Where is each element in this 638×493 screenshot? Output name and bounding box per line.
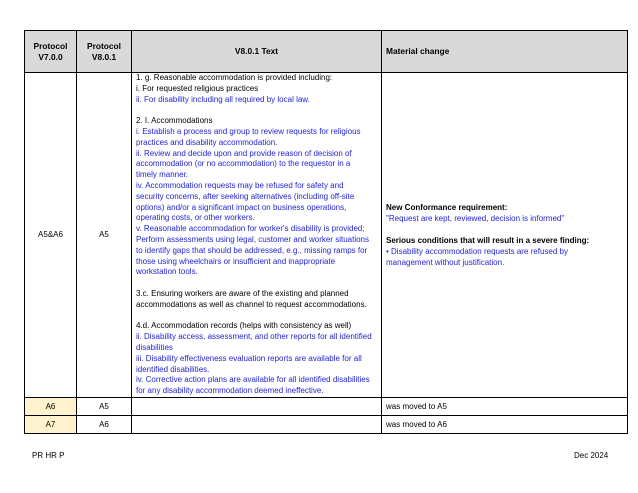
text-line: management without justification. xyxy=(386,257,505,267)
header-protocol-v700-line1: Protocol xyxy=(33,41,68,51)
text-line: "Request are kept, reviewed, decision is informed" xyxy=(386,214,565,224)
cell-v801-text xyxy=(132,397,382,415)
table-row xyxy=(25,73,628,398)
text-line: 4.d. Accommodation records (helps with consistency as well) xyxy=(136,321,352,331)
text-line: Serious conditions that will result in a severe finding: xyxy=(386,235,590,245)
text-line: iv. Corrective action plans are available for all identified disabilities xyxy=(136,375,370,385)
text-line: timely manner. xyxy=(136,170,189,180)
table-header-row xyxy=(25,31,628,73)
text-line: New Conformance requirement: xyxy=(386,203,508,213)
table-row xyxy=(25,397,628,415)
text-line: accommodations as well as channel to request accommodations. xyxy=(136,299,367,309)
text-line: operating costs, or other workers. xyxy=(136,213,255,223)
text-line: those using wheelchairs or insufficient and inappropriate xyxy=(136,256,336,266)
text-line: v. Reasonable accommodation for worker's disability is provided; xyxy=(136,224,365,234)
header-protocol-v700 xyxy=(25,31,77,73)
text-line: security concerns, after seeking alternatives (including off-site xyxy=(136,191,355,201)
header-protocol-v801 xyxy=(77,31,132,73)
text-line: Perform assessments using legal, customer and worker situations xyxy=(136,234,369,244)
text-line: ii. Review and decide upon and provide reason of decision of xyxy=(136,148,352,158)
text-line: • Disability accommodation requests are refused by xyxy=(386,246,568,256)
line-gap xyxy=(386,224,623,235)
cell-v801-text xyxy=(132,415,382,433)
header-protocol-v700-line2: V7.0.0 xyxy=(38,51,63,62)
cell-v801-text xyxy=(132,73,382,398)
cell-v801: A5 xyxy=(77,397,132,415)
cell-v801: A6 xyxy=(77,415,132,433)
protocol-comparison-table xyxy=(24,30,628,434)
text-line: options) and/or a significant impact on business operations, xyxy=(136,202,347,212)
text-line: 1. g. Reasonable accommodation is provided including: xyxy=(136,73,333,82)
text-line: accommodation (or no accommodation) to the requestor in a xyxy=(136,159,351,169)
text-line: iv. Accommodation requests may be refused for safety and xyxy=(136,180,344,190)
text-line: 3.c. Ensuring workers are aware of the existing and planned xyxy=(136,288,349,298)
text-line: i. Establish a process and group to review requests for religious xyxy=(136,126,361,136)
text-line: practices and disability accommodation. xyxy=(136,137,278,147)
footer-left: PR HR P xyxy=(32,451,65,460)
text-line: i. For requested religious practices xyxy=(136,83,259,93)
text-line: ii. Disability access, assessment, and other reports for all identified xyxy=(136,332,372,342)
cell-v700: A7 xyxy=(25,415,77,433)
cell-material-change: was moved to A6 xyxy=(382,415,628,433)
text-line: identified disabilities. xyxy=(136,364,210,374)
text-line: workstation tools. xyxy=(136,267,198,277)
cell-v801: A5 xyxy=(77,73,132,398)
line-gap xyxy=(136,311,377,322)
header-text: V8.0.1 Text xyxy=(132,31,382,73)
footer-right: Dec 2024 xyxy=(574,451,609,460)
cell-material-change: was moved to A5 xyxy=(382,397,628,415)
header-protocol-v801-line2: V8.0.1 xyxy=(91,51,117,62)
header-material-change: Material change xyxy=(382,31,628,73)
text-line: iii. Disability effectiveness evaluation reports are available for all xyxy=(136,353,362,363)
text-line: for any disability accommodation deemed ineffective. xyxy=(136,386,324,396)
line-gap xyxy=(136,278,377,289)
text-line: disabilities xyxy=(136,342,173,352)
header-protocol-v801-line1: Protocol xyxy=(87,41,121,51)
line-gap xyxy=(136,105,377,116)
cell-material-change xyxy=(382,73,628,398)
text-line: 2. I. Accommodations xyxy=(136,116,213,126)
cell-v700: A5&A6 xyxy=(25,73,77,398)
cell-v700: A6 xyxy=(25,397,77,415)
text-line: to identify gaps that should be addressed, e.g., missing ramps for xyxy=(136,245,368,255)
table-row xyxy=(25,415,628,433)
text-line: ii. For disability including all required by local law. xyxy=(136,94,310,104)
